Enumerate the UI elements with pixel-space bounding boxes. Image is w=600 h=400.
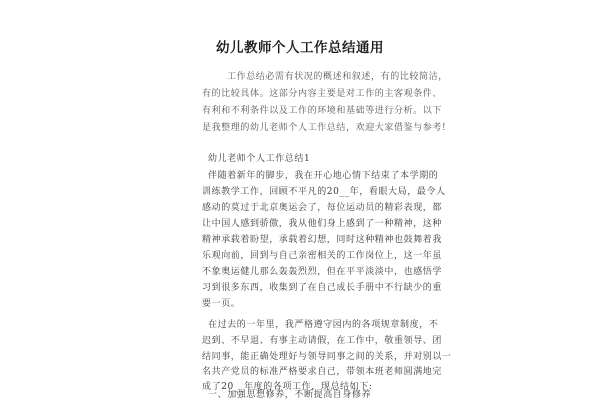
para1-line-4: 让中国人感到骄傲，我从他们身上感到了一种精神，这种 [202,219,443,229]
item-heading-1: 一、加强思想修养，不断提高自身修养 [208,390,372,400]
para1-line-1: 伴随着新年的脚步，我在开心地心情下结束了本学期的 [208,171,439,181]
intro-line-4: 是我整理的幼儿老师个人工作总结，欢迎大家借鉴与参考! [202,123,447,133]
para1-line-5: 精神承载着盼望，承载着幻想，同时这种精神也鼓舞着我 [202,235,443,245]
para1-line-7: 不象奥运健儿那么轰轰烈烈，但在平平淡淡中，也感悟学 [202,267,443,277]
para2-line-1: 在过去的一年里，我严格遵守园内的各项规章制度，不 [208,320,439,330]
para1-line-3: 感动的莫过于北京奥运会了，每位运动员的精彩表现，都 [202,203,443,213]
section-heading: 幼儿老师个人工作总结1 [208,154,311,164]
para2-line-5: 成了20__年度的各项工作，现总结如下: [202,382,373,392]
para1-line-8: 习到很多东西，收集到了在自己成长手册中不行缺少的重 [202,283,443,293]
para2-line-2: 迟到、不早退、有事主动请假，在工作中，敬重领导、团 [202,336,443,346]
intro-line-1: 工作总结必需有状况的概述和叙述，有的比较简洁， [227,72,448,82]
intro-line-2: 有的比较具体。这部分内容主要是对工作的主客观条件、 [202,89,443,99]
intro-line-3: 有利和不利条件以及工作的环境和基础等进行分析。以下 [202,106,443,116]
para1-line-9: 要一页。 [202,299,241,309]
para2-line-3: 结同事，能正确处理好与领导同事之间的关系，并对别以一 [202,352,452,362]
document-title: 幼儿教师个人工作总结通用 [216,40,384,56]
para1-line-6: 乐观向前，回到与自己亲密相关的工作岗位上，这一年虽 [202,251,443,261]
para2-line-4: 名共产党员的标准严格要求自己，带领本班老师圆满地完 [202,367,443,377]
para1-line-2: 训练教学工作，回顾不平凡的20__年，看眼大局，最令人 [202,187,446,197]
